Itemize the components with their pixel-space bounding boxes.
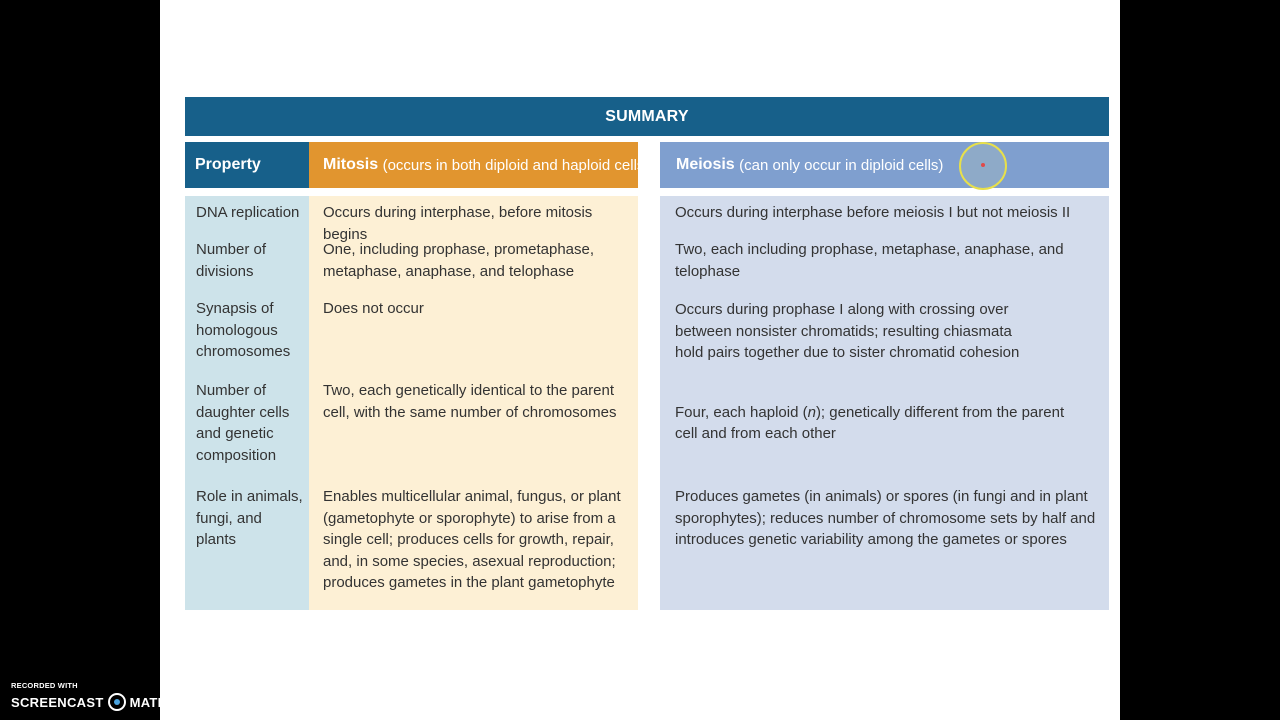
header-meiosis [660, 142, 1109, 188]
watermark-brand-right: MATIC [129, 694, 172, 710]
cursor-pointer-icon [981, 163, 985, 167]
row-daughter-cells-meiosis-text: Four, each haploid (n); genetically different from the parent cell and from each other [675, 403, 1065, 442]
row-role-meiosis: Produces gametes (in animals) or spores (in fungi and in plant sporophytes); reduces number of chromosome sets by half and introduces genetic variability among the gametes or spores [675, 488, 1096, 548]
header-meiosis-subtitle: (can only occur in diploid cells) [739, 156, 944, 174]
row-synapsis-property: Synapsis of homologous chromosomes [196, 300, 291, 360]
row-daughter-cells-mitosis: Two, each genetically identical to the parent cell, with the same number of chromosomes [323, 382, 617, 421]
watermark-brand-left: SCREENCAST [11, 694, 104, 710]
header-meiosis-title: Meiosis [676, 156, 735, 173]
row-divisions-property: Number of divisions [196, 241, 267, 280]
row-divisions-mitosis: One, including prophase, prometaphase, metaphase, anaphase, and telophase [323, 241, 595, 280]
row-dna-replication-meiosis: Occurs during interphase before meiosis I but not meiosis II [675, 204, 1071, 221]
screencast-logo-icon [108, 693, 126, 711]
row-role-mitosis: Enables multicellular animal, fungus, or plant (gametophyte or sporophyte) to arise from a single cell; produces cells for growth, repair, and, in some species, asexual reproduction; produces gametes in the plant gametophyte [323, 488, 621, 591]
row-role-property: Role in animals, fungi, and plants [196, 488, 303, 548]
header-property: Property [185, 142, 309, 188]
row-synapsis-meiosis: Occurs during prophase I along with crossing over between nonsister chromatids; resulting chiasmata hold pairs together due to sister chromatid cohesion [675, 301, 1020, 361]
row-dna-replication-property: DNA replication [196, 204, 300, 221]
row-synapsis-mitosis: Does not occur [323, 300, 424, 317]
header-mitosis-subtitle: (occurs in both diploid and haploid cells) [382, 156, 650, 174]
summary-title: SUMMARY [185, 97, 1109, 136]
row-daughter-cells-property: Number of daughter cells and genetic composition [196, 382, 290, 464]
header-mitosis [309, 142, 650, 188]
screencast-matic-watermark [11, 692, 171, 712]
row-divisions-meiosis: Two, each including prophase, metaphase, anaphase, and telophase [675, 241, 1064, 280]
header-mitosis-title: Mitosis [323, 156, 379, 173]
row-daughter-cells-meiosis [675, 380, 1105, 445]
row-dna-replication-mitosis: Occurs during interphase, before mitosis begins [323, 204, 593, 243]
watermark-recorded-with: RECORDED WITH [11, 681, 78, 690]
